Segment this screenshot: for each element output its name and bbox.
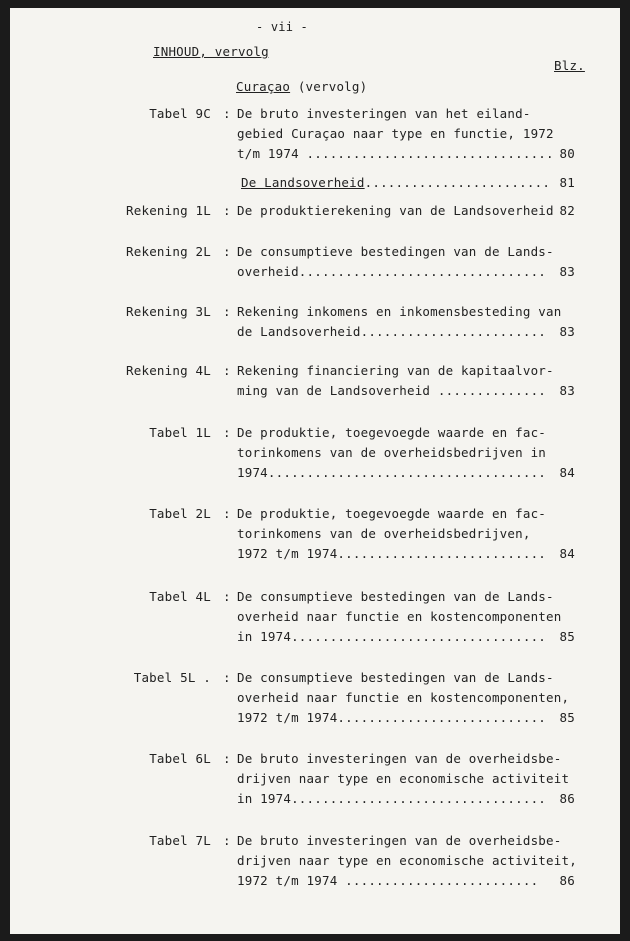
entry-text-line: torinkomens van de overheidsbedrijven, (237, 526, 531, 541)
entry-colon: : (223, 304, 231, 319)
entry-label: Tabel 7L (149, 833, 211, 848)
entry-colon: : (223, 670, 231, 685)
entry-colon: : (223, 203, 231, 218)
entry-label: Tabel 5L . (133, 670, 211, 685)
entry-colon: : (223, 589, 231, 604)
entry-text-line: overheid................................ (237, 264, 547, 279)
section-title: De Landsoverheid (241, 175, 365, 190)
entry-text-line: De consumptieve bestedingen van de Lands- (237, 670, 554, 685)
entry-text-line: de Landsoverheid........................ (237, 324, 547, 339)
page-title: INHOUD, vervolg (153, 44, 269, 59)
entry-text-line: De produktierekening van de Landsoverheid (237, 203, 554, 218)
entry-page-number: 82 (559, 203, 575, 218)
entry-colon: : (223, 106, 231, 121)
entry-colon: : (223, 244, 231, 259)
entry-page-number: 83 (559, 383, 575, 398)
entry-text-line: ming van de Landsoverheid .............. (237, 383, 547, 398)
entry-text-line: De produktie, toegevoegde waarde en fac- (237, 425, 547, 440)
entry-text-line: De bruto investeringen van de overheidsbe- (237, 751, 562, 766)
entry-colon: : (223, 751, 231, 766)
entry-page-number: 83 (559, 264, 575, 279)
section-heading-landsoverheid (241, 175, 550, 190)
blz-column-header: Blz. (554, 58, 585, 73)
section-suffix: (vervolg) (290, 79, 368, 94)
entry-text-line: torinkomens van de overheidsbedrijven in (237, 445, 547, 460)
entry-colon: : (223, 425, 231, 440)
entry-text-line: De bruto investeringen van de overheidsbe- (237, 833, 562, 848)
entry-text-line: overheid naar functie en kostencomponenten (237, 609, 562, 624)
entry-label: Tabel 1L (149, 425, 211, 440)
entry-page-number: 85 (559, 629, 575, 644)
entry-text-line: 1972 t/m 1974........................... (237, 546, 547, 561)
entry-colon: : (223, 833, 231, 848)
entry-page-number: 84 (559, 546, 575, 561)
entry-page-number: 85 (559, 710, 575, 725)
entry-label: Tabel 6L (149, 751, 211, 766)
entry-text-line: gebied Curaçao naar type en functie, 1972 (237, 126, 554, 141)
entry-text-line: Rekening financiering van de kapitaalvor- (237, 363, 554, 378)
entry-text-line: Rekening inkomens en inkomensbesteding van (237, 304, 562, 319)
entry-page-number: 80 (559, 146, 575, 161)
entry-page-number: 86 (559, 791, 575, 806)
entry-colon: : (223, 363, 231, 378)
entry-page-number: 83 (559, 324, 575, 339)
section-title: Curaçao (236, 79, 291, 94)
entry-label: Tabel 2L (149, 506, 211, 521)
entry-text-line: 1972 t/m 1974 ......................... (237, 873, 539, 888)
section-page-number: 81 (559, 175, 575, 190)
entry-colon: : (223, 506, 231, 521)
entry-label: Rekening 2L (126, 244, 211, 259)
entry-label: Rekening 4L (126, 363, 211, 378)
entry-text-line: 1974.................................... (237, 465, 547, 480)
entry-text-line: De bruto investeringen van het eiland- (237, 106, 531, 121)
entry-text-line: in 1974................................. (237, 791, 547, 806)
section-heading-curacao (236, 79, 367, 94)
entry-text-line: De produktie, toegevoegde waarde en fac- (237, 506, 547, 521)
entry-text-line: in 1974................................. (237, 629, 547, 644)
document-page (10, 8, 620, 934)
entry-label: Tabel 4L (149, 589, 211, 604)
entry-label: Rekening 1L (126, 203, 211, 218)
entry-text-line: t/m 1974 ................................ (237, 146, 554, 161)
section-dots: ........................ (364, 175, 551, 190)
page-marker: - vii - (256, 20, 308, 34)
entry-text-line: drijven naar type en economische activiteit (237, 771, 570, 786)
entry-text-line: 1972 t/m 1974........................... (237, 710, 547, 725)
entry-page-number: 84 (559, 465, 575, 480)
entry-text-line: De consumptieve bestedingen van de Lands- (237, 244, 554, 259)
entry-text-line: drijven naar type en economische activiteit, (237, 853, 577, 868)
entry-label: Tabel 9C (149, 106, 211, 121)
entry-text-line: overheid naar functie en kostencomponenten, (237, 690, 570, 705)
entry-page-number: 86 (559, 873, 575, 888)
entry-label: Rekening 3L (126, 304, 211, 319)
entry-text-line: De consumptieve bestedingen van de Lands- (237, 589, 554, 604)
